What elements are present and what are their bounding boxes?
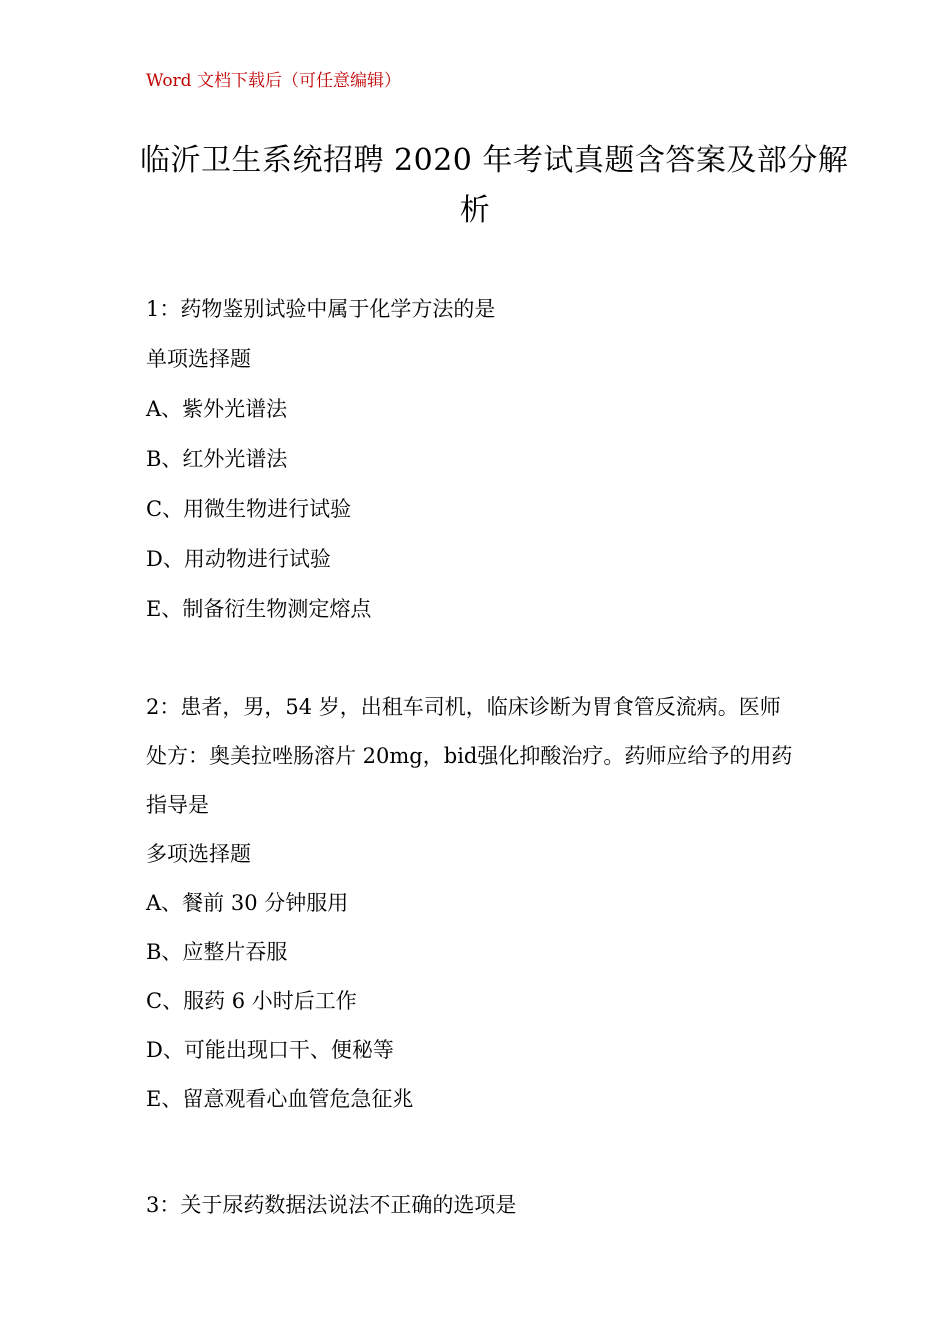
option-a: A、紫外光谱法 xyxy=(146,397,288,421)
page-title xyxy=(140,136,849,236)
question-stem-line-3: 指导是 xyxy=(146,793,209,817)
option-d: D、可能出现口干、便秘等 xyxy=(146,1038,394,1062)
question-1 xyxy=(146,284,816,634)
title-line-2: 析 xyxy=(459,193,491,228)
option-c: C、用微生物进行试验 xyxy=(146,497,352,521)
option-b: B、应整片吞服 xyxy=(146,940,288,964)
download-note: Word 文档下载后（可任意编辑） xyxy=(146,71,401,91)
option-d: D、用动物进行试验 xyxy=(146,547,331,571)
question-stem-line-2: 处方：奥美拉唑肠溶片 20mg，bid强化抑酸治疗。药师应给予的用药 xyxy=(146,744,793,768)
title-line-1: 临沂卫生系统招聘 2020 年考试真题含答案及部分解 xyxy=(140,143,849,178)
option-b: B、红外光谱法 xyxy=(146,447,288,471)
option-e: E、留意观看心血管危急征兆 xyxy=(146,1087,414,1111)
question-2 xyxy=(146,683,816,1124)
question-stem-line-1: 2：患者，男，54 岁，出租车司机，临床诊断为胃食管反流病。医师 xyxy=(146,695,781,719)
option-c: C、服药 6 小时后工作 xyxy=(146,989,357,1013)
question-3 xyxy=(146,1180,816,1230)
question-type: 多项选择题 xyxy=(146,842,251,866)
option-a: A、餐前 30 分钟服用 xyxy=(146,891,349,915)
question-stem: 3：关于尿药数据法说法不正确的选项是 xyxy=(146,1193,517,1217)
option-e: E、制备衍生物测定熔点 xyxy=(146,597,372,621)
question-stem: 1：药物鉴别试验中属于化学方法的是 xyxy=(146,297,496,321)
question-type: 单项选择题 xyxy=(146,347,251,371)
